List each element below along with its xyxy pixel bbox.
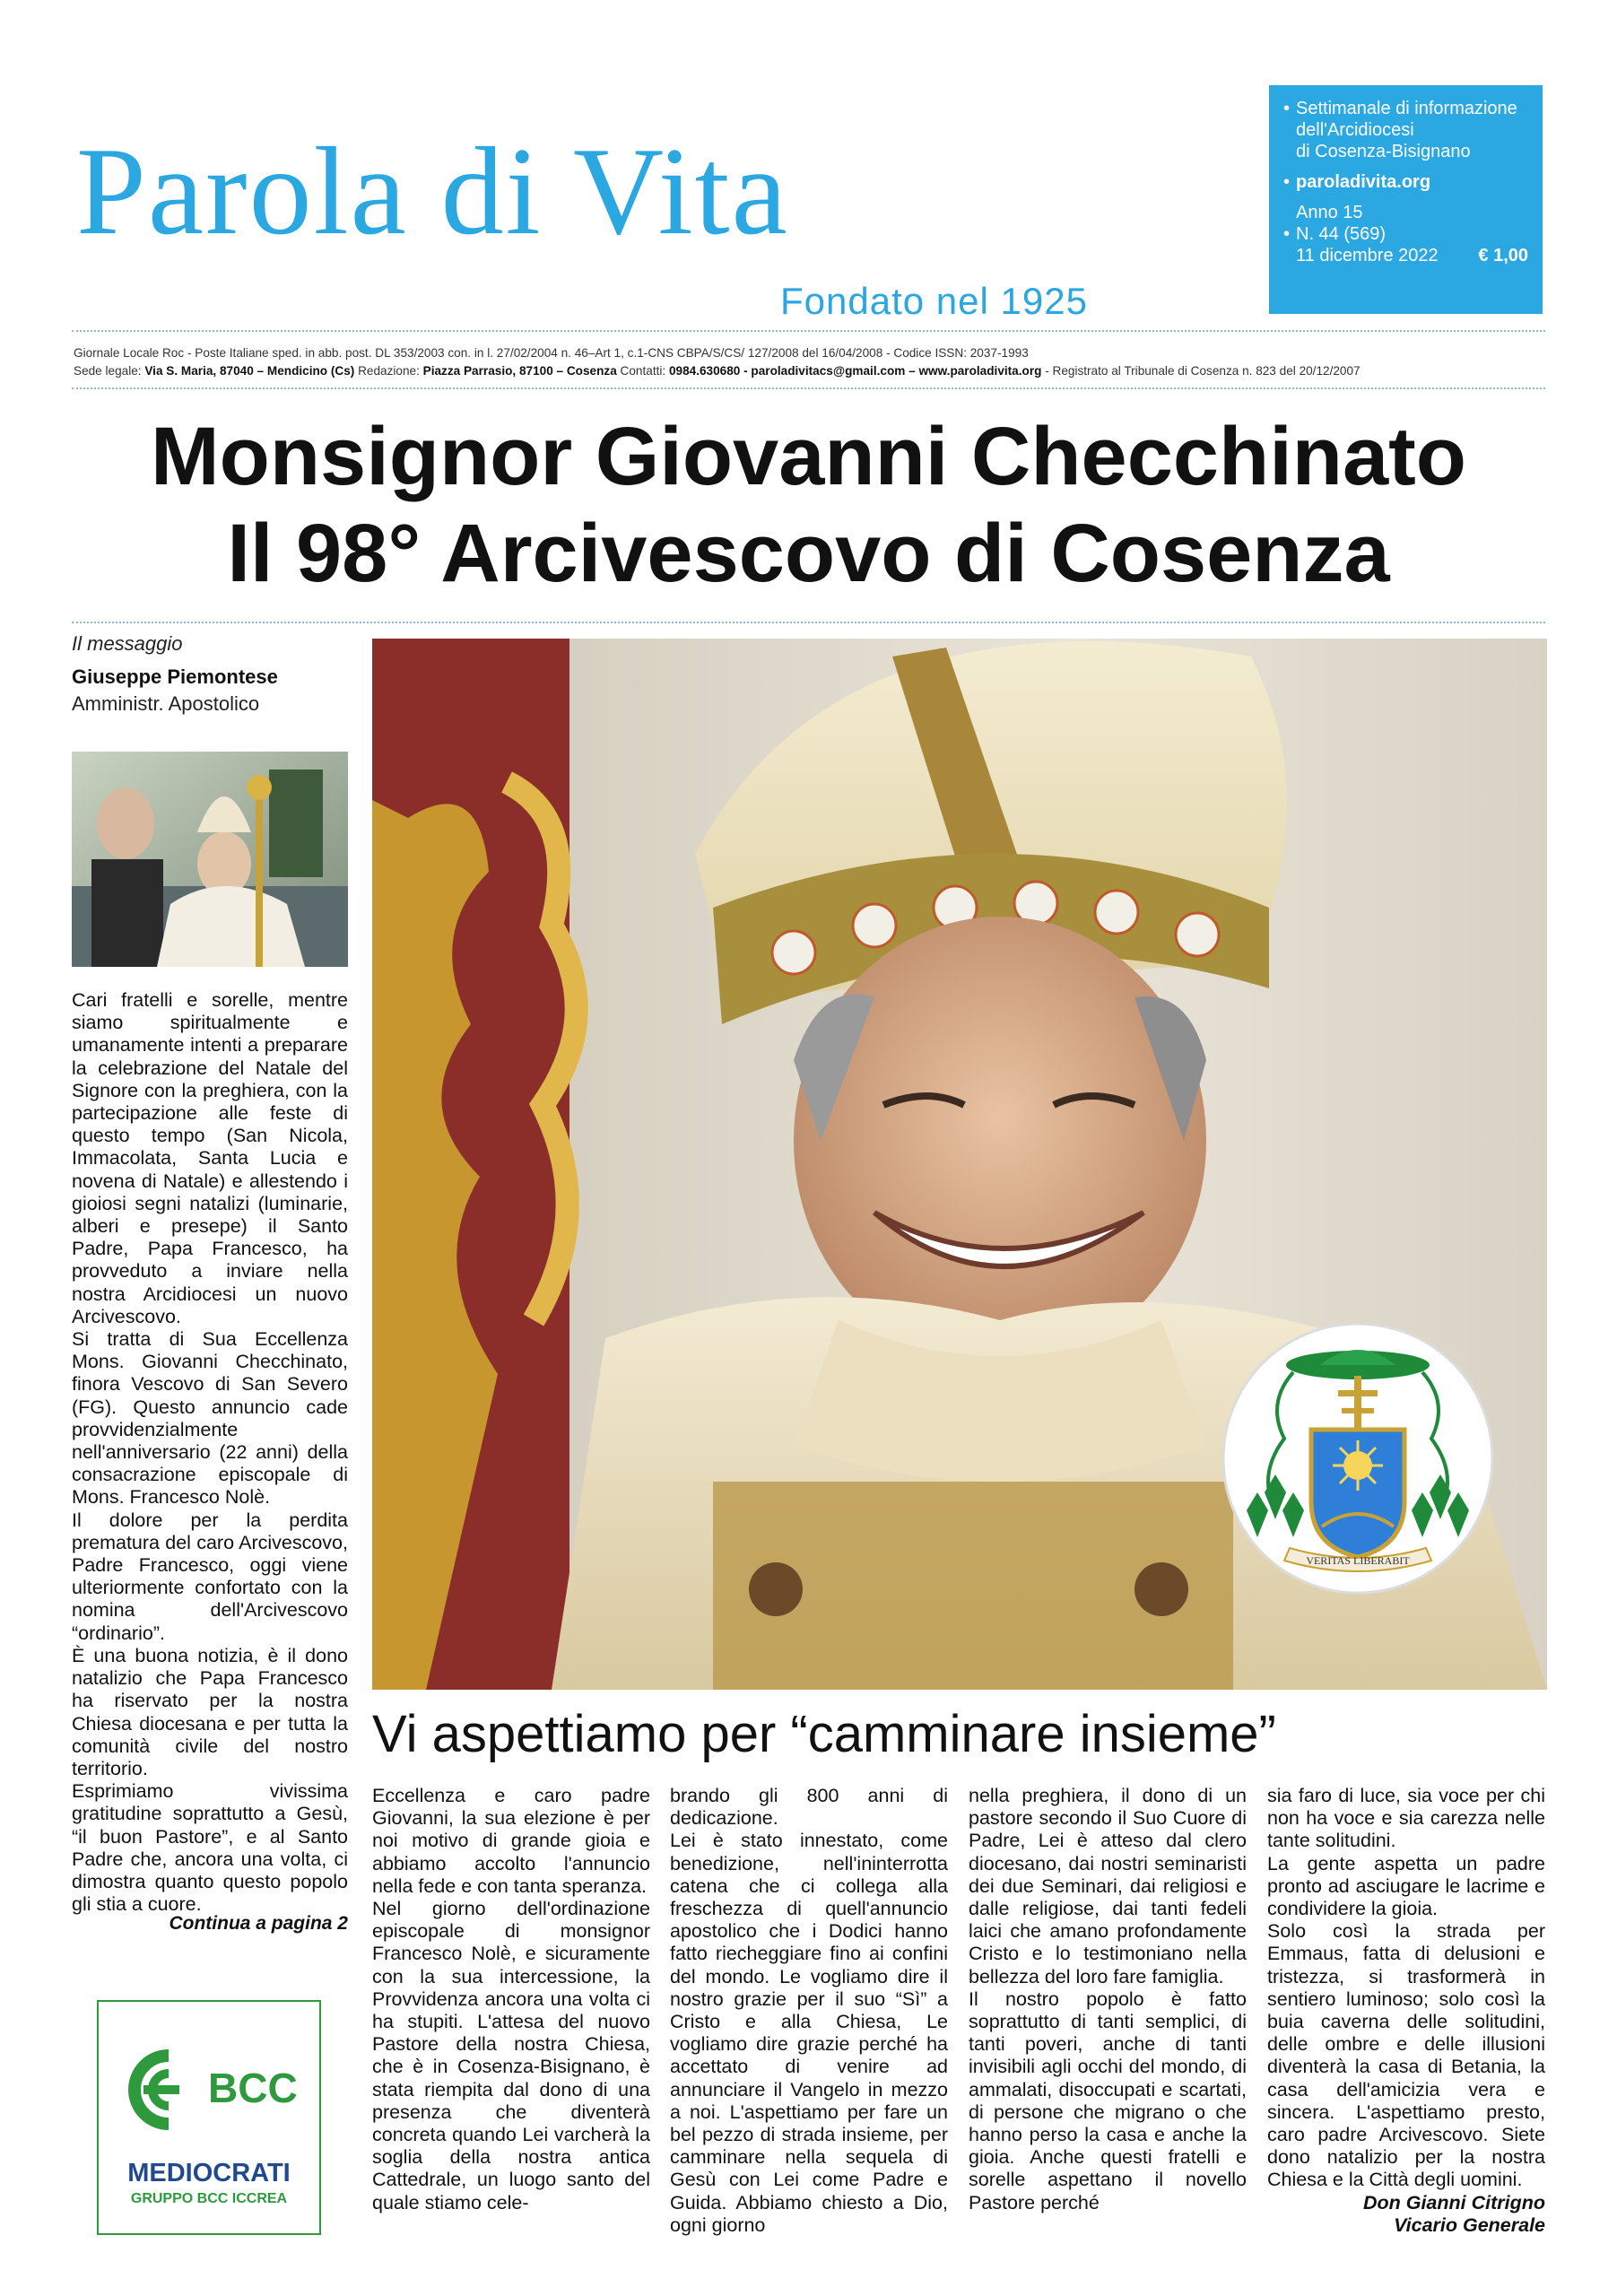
info-description-line: Settimanale di informazione [1296,99,1517,118]
bullet-icon: • [1283,172,1291,192]
message-author-role: Amministr. Apostolico [72,692,260,715]
article-paragraph: Il nostro popolo è fatto soprattutto di tanti semplici, di tanti poveri, anche di tanti invisibili agli occhi del mondo, di ammalati, disoccupati e scartati, di persone che migrano o che hanno perso la casa e anche la gioia. Anche questi fratelli e sorelle aspettano il novello Pastore perché [969,1987,1247,2213]
continue-link[interactable]: Continua a pagina 2 [169,1913,348,1934]
divider-dotted [72,622,1545,623]
article-paragraph: La gente aspetta un padre pronto ad asciugare le lacrime e condividere la gioia. [1267,1852,1545,1920]
article-paragraph: Lei è stato innestato, come benedizione, nell'ininterrotta catena che ci collega alla freschezza di quell'annuncio apostolico che i Dodici hanno fatto riecheggiare fino ai confini del mondo. Le vogliamo dire il nostro grazie per il suo “Sì” a Cristo e alla Chiesa, Le vogliamo dire grazie perché ha accettato di venire ad annunciare il Vangelo in mezzo a noi. L'aspettiamo per fare un bel pezzo di strada insieme, per camminare nella sequela di Gesù con Lei come Padre e Guida. Abbiamo chiesto a Dio, ogni giorno [670,1830,948,2236]
legal-value: 0984.630680 - paroladivitacs@gmail.com – www.paroladivita.org [668,364,1042,378]
masthead-title [76,76,1143,283]
info-price: € 1,00 [1478,246,1528,265]
bcc-ad[interactable] [97,2000,321,2235]
legal-label: Sede legale: [74,364,145,378]
legal-value: Piazza Parrasio, 87100 – Cosenza [422,364,617,378]
message-paragraph: Esprimiamo vivissima gratitudine soprattutto a Gesù, “il buon Pastore”, e al Santo Padre che, ancora una volta, ci dimostra quanto questo popolo gli stia a cuore. [72,1780,348,1916]
masthead-founded: Fondato nel 1925 [780,280,1088,322]
message-paragraph: È una buona notizia, è il dono natalizio che Papa Francesco ha riservato per la nostra Chiesa diocesana e per tutta la comunità civile del nostro territorio. [72,1644,348,1779]
info-anno: Anno 15 [1296,203,1363,222]
legal-label: - Registrato al Tribunale di Cosenza n. 823 del 20/12/2007 [1041,364,1361,378]
message-author: Giuseppe Piemontese [72,665,278,688]
masthead-title-text: Parola di Vita [76,122,789,261]
coat-of-arms-icon [1221,1322,1494,1595]
signature-name: Don Gianni Citrigno [1362,2191,1545,2213]
divider-dotted [72,387,1545,389]
bullet-icon: • [1283,99,1291,118]
message-paragraph: Si tratta di Sua Eccellenza Mons. Giovanni Checchinato, finora Vescovo di San Severo (FG). Questo annuncio cade provvidenzialmente nell'anniversario (22 anni) della consacrazione episcopale di Mons. Francesco Nolè. [72,1328,348,1509]
info-numero: N. 44 (569) [1296,224,1387,244]
legal-label: Contatti: [616,364,669,378]
article-paragraph: Eccellenza e caro padre Giovanni, la sua elezione è per noi motivo di grande gioia e abbiamo accolto l'annuncio nella fede e con tanta speranza. [372,1785,650,1897]
signature-role: Vicario Generale [1394,2213,1545,2236]
coat-of-arms-motto: VERITAS LIBERABIT [1306,1554,1410,1567]
message-paragraph: Cari fratelli e sorelle, mentre siamo spiritualmente e umanamente intenti a preparare la celebrazione del Natale del Signore con la preghiera, con la partecipazione alle feste di questo tempo (San Nicola, Immacolata, Santa Lucia e novena di Natale) e allestendo i gioiosi segni natalizi (luminarie, alberi e presepe) il Santo Padre, Papa Francesco, ha provveduto a inviare nella nostra Arcidiocesi un nuovo Arcivescovo. [72,989,348,1327]
legal-line-2 [74,362,1549,379]
divider-dotted [72,330,1545,332]
article-subhead: Vi aspettiamo per “camminare insieme” [372,1705,1276,1763]
legal-line-1: Giornale Locale Roc - Poste Italiane sped. in abb. post. DL 353/2003 con. in l. 27/02/2004 n. 46–Art 1, c.1-CNS CBPA/S/CS/ 127/2008 del 16/04/2008 - Codice ISSN: 2037-1993 [74,346,1029,360]
bcc-brand: BCC [208,2065,298,2111]
message-paragraph: Il dolore per la perdita prematura del caro Arcivescovo, Padre Francesco, oggi viene ulteriormente confortato con la nomina dell'Arcivescovo “ordinario”. [72,1509,348,1644]
headline-line-2: Il 98° Arcivescovo di Cosenza [227,508,1390,599]
message-kicker: Il messaggio [72,632,183,655]
legal-value: Via S. Maria, 87040 – Mendicino (Cs) [144,364,355,378]
article-paragraph: Solo così la strada per Emmaus, fatta di delusioni e tristezza, si trasformerà in sentiero luminoso; solo così la buia caverna delle solitudini, delle ombre e delle illusioni diventerà la casa di Betania, la casa dell'amicizia vera e sincera. L'aspettiamo presto, caro padre Arcivescovo. Siete dono natalizio per la nostra Chiesa e la Città degli uomini. [1267,1920,1545,2191]
article-column-1 [372,1785,650,2214]
article-column-2 [670,1785,948,2237]
article-paragraph: sia faro di luce, sia voce per chi non ha voce e sia carezza nelle tante solitudini. [1267,1785,1545,1852]
message-body [72,989,348,1916]
article-paragraph: nella preghiera, il dono di un pastore secondo il Suo Cuore di Padre, Lei è atteso dal clero diocesano, dai nostri seminaristi dei due Seminari, dai religiosi e dalle religiose, dai tanti fedeli laici che amano profondamente Cristo e lo testimoniano nella bellezza del loro fare famiglia. [969,1785,1247,1987]
article-column-4 [1267,1785,1545,2237]
article-paragraph: Nel giorno dell'ordinazione episcopale di monsignor Francesco Nolè, e sicuramente con la sua intercessione, la Provvidenza ancora una volta ci ha stupiti. L'attesa del nuovo Pastore della nostra Chiesa, che è in Cosenza-Bisignano, è stata riempita dal dono di una presenza che diventerà concreta quando Lei varcherà la soglia della nostra antica Cattedrale, un luogo santo del quale stiamo cele- [372,1898,650,2213]
info-description-line: di Cosenza-Bisignano [1296,142,1471,161]
article-column-3 [969,1785,1247,2214]
bcc-group: GRUPPO BCC ICCREA [130,2191,288,2206]
headline-line-1: Monsignor Giovanni Checchinato [151,411,1466,502]
bcc-name: MEDIOCRATI [127,2159,291,2187]
masthead-info-box [1269,85,1543,314]
legal-label: Redazione: [354,364,423,378]
info-website[interactable]: paroladivita.org [1296,172,1431,192]
info-description-line: dell'Arcidiocesi [1296,120,1414,140]
article-paragraph: brando gli 800 anni di dedicazione. [670,1785,948,1830]
author-photo [72,752,348,967]
bullet-icon: • [1283,224,1291,244]
bcc-logo-icon [99,2002,319,2233]
info-date: 11 dicembre 2022 [1296,246,1439,265]
headline [72,408,1545,602]
